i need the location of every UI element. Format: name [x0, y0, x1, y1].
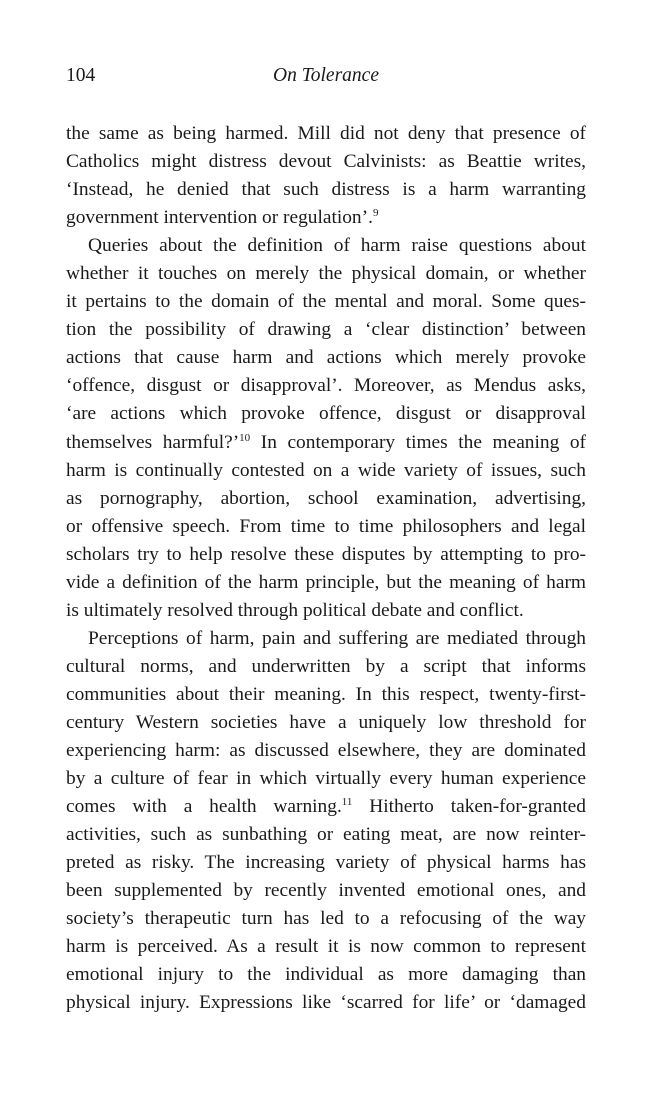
text-line-content: government intervention or regulation’. [66, 207, 373, 229]
text-line-content: In contemporary times the meaning of [250, 431, 586, 453]
paragraph-2 [66, 232, 586, 625]
text-line: century Western societies have a uniquely low threshold for [66, 711, 586, 733]
text-line: the same as being harmed. Mill did not deny that presence of [66, 123, 586, 144]
page-number: 104 [66, 65, 96, 86]
body-text [66, 120, 586, 1018]
text-line: as pornography, abortion, school examination, advertising, [66, 487, 586, 509]
text-line: or offensive speech. From time to time philosophers and legal [66, 515, 586, 537]
text-line: Queries about the definition of harm raise questions about [88, 235, 586, 257]
text-line: it pertains to the domain of the mental and moral. Some ques- [66, 291, 586, 313]
text-line: society’s therapeutic turn has led to a refocusing of the way [66, 908, 586, 930]
text-line: harm is continually contested on a wide variety of issues, such [66, 459, 586, 481]
text-line: by a culture of fear in which virtually every human experience [66, 768, 586, 790]
text-line: preted as risky. The increasing variety of physical harms has [66, 852, 586, 874]
paragraph-3 [66, 625, 586, 1018]
text-line: harm is perceived. As a result it is now common to represent [66, 936, 586, 958]
text-line [66, 204, 586, 232]
text-line: emotional injury to the individual as more damaging than [66, 964, 586, 986]
text-line: whether it touches on merely the physical domain, or whether [66, 263, 586, 285]
paragraph-1 [66, 120, 586, 232]
footnote-marker[interactable]: 9 [372, 207, 379, 220]
book-page [66, 0, 586, 1111]
text-line: ‘offence, disgust or disapproval’. Moreover, as Mendus asks, [66, 375, 586, 397]
running-title: On Tolerance [273, 65, 379, 86]
text-line: actions that cause harm and actions which merely provoke [66, 347, 586, 369]
text-line: vide a definition of the harm principle, but the meaning of harm [66, 571, 586, 593]
text-line: tion the possibility of drawing a ‘clear distinction’ between [66, 319, 586, 341]
running-header [66, 62, 586, 90]
text-line-content: themselves harmful?’ [66, 431, 240, 453]
text-line: physical injury. Expressions like ‘scarred for life’ or ‘damaged [66, 992, 586, 1014]
text-line: is ultimately resolved through political debate and conflict. [66, 599, 524, 621]
text-line: ‘are actions which provoke offence, disgust or disapproval [66, 403, 586, 425]
text-line-content: Hitherto taken-for-granted [352, 796, 586, 818]
text-line: scholars try to help resolve these disputes by attempting to pro- [66, 543, 586, 565]
text-line: Catholics might distress devout Calvinists: as Beattie writes, [66, 151, 586, 173]
text-line: been supplemented by recently invented emotional ones, and [66, 880, 586, 902]
text-line: communities about their meaning. In this respect, twenty-first- [66, 683, 586, 705]
footnote-marker[interactable]: 10 [239, 431, 251, 444]
footnote-marker[interactable]: 11 [341, 796, 353, 809]
text-line: ‘Instead, he denied that such distress is a harm warranting [66, 179, 586, 201]
text-line: cultural norms, and underwritten by a script that informs [66, 655, 586, 677]
text-line: experiencing harm: as discussed elsewhere, they are dominated [66, 740, 586, 762]
text-line [66, 429, 586, 457]
text-line: Perceptions of harm, pain and suffering are mediated through [88, 627, 586, 649]
text-line: activities, such as sunbathing or eating meat, are now reinter- [66, 824, 586, 846]
text-line [66, 793, 586, 821]
text-line-content: comes with a health warning. [66, 796, 342, 818]
